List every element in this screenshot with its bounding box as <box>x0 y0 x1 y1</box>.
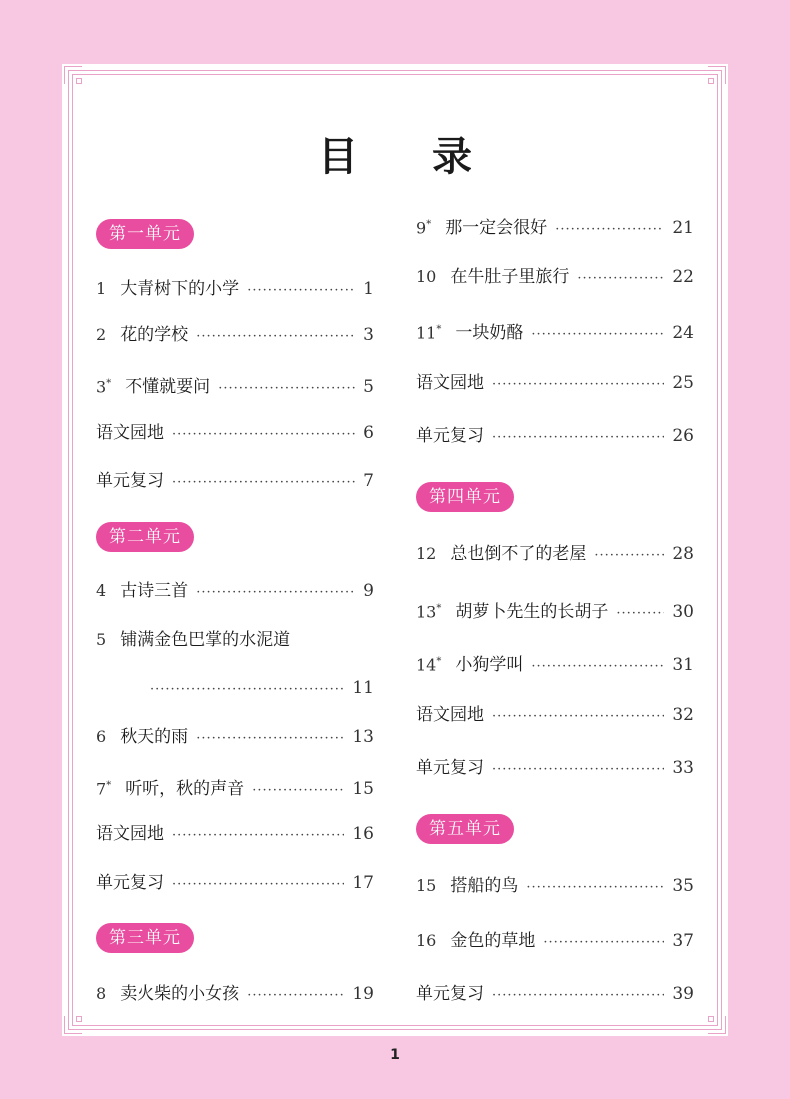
page-reference: 17 <box>352 873 374 893</box>
toc-entry[interactable] <box>416 212 694 238</box>
dot-leader <box>531 322 664 348</box>
toc-entry[interactable] <box>96 322 374 348</box>
toc-entry[interactable] <box>416 702 694 728</box>
optional-lesson-mark: * <box>436 603 442 614</box>
toc-entry[interactable] <box>96 468 374 494</box>
lesson-title: 古诗三首 <box>120 581 189 601</box>
toc-entry[interactable] <box>416 981 694 1007</box>
optional-lesson-mark: * <box>436 656 442 667</box>
lesson-number: 7* <box>96 779 112 799</box>
lesson-title: 一块奶酪 <box>455 323 524 344</box>
optional-lesson-mark: * <box>426 219 432 230</box>
toc-entry[interactable] <box>416 928 694 954</box>
lesson-title: 金色的草地 <box>450 931 536 951</box>
toc-entry[interactable] <box>96 578 374 604</box>
dot-leader <box>577 266 664 292</box>
lesson-title: 语文园地 <box>96 423 164 443</box>
toc-entry[interactable] <box>416 264 694 290</box>
page-reference: 11 <box>352 678 374 698</box>
dot-leader <box>492 372 664 398</box>
page-reference: 30 <box>672 602 694 623</box>
page-reference: 26 <box>672 426 694 446</box>
dot-leader <box>150 677 344 703</box>
page-reference: 13 <box>352 727 374 747</box>
lesson-title: 秋天的雨 <box>120 727 189 747</box>
toc-entry[interactable] <box>96 420 374 446</box>
page-reference: 33 <box>672 758 694 778</box>
page-reference: 3 <box>363 325 374 345</box>
lesson-title: 不懂就要问 <box>125 377 211 398</box>
page-reference: 31 <box>672 655 694 676</box>
page-reference: 28 <box>672 544 694 564</box>
toc-entry[interactable] <box>416 649 694 675</box>
dot-leader <box>172 422 355 448</box>
toc-entry[interactable] <box>96 981 374 1007</box>
page-reference: 1 <box>363 279 374 299</box>
lesson-number: 2 <box>96 325 107 344</box>
lesson-number: 1 <box>96 279 107 298</box>
page-reference: 7 <box>363 471 374 491</box>
corner-square <box>76 78 82 84</box>
lesson-number: 12 <box>416 544 437 563</box>
page-reference: 25 <box>672 373 694 393</box>
dot-leader <box>526 875 664 901</box>
toc-entry[interactable] <box>96 371 374 397</box>
dot-leader <box>252 778 344 804</box>
lesson-number: 14* <box>416 655 442 675</box>
lesson-number: 10 <box>416 267 437 286</box>
toc-entry[interactable] <box>96 724 374 750</box>
page-reference: 21 <box>672 218 694 239</box>
lesson-number: 6 <box>96 727 107 746</box>
dot-leader <box>616 601 664 627</box>
page-reference: 35 <box>672 876 694 896</box>
corner-square <box>708 78 714 84</box>
toc-entry[interactable] <box>416 370 694 396</box>
corner-square <box>76 1016 82 1022</box>
lesson-number: 4 <box>96 581 107 600</box>
dot-leader <box>543 930 664 956</box>
toc-entry[interactable] <box>416 423 694 449</box>
page-reference: 24 <box>672 323 694 344</box>
lesson-number: 15 <box>416 876 437 895</box>
page-reference: 16 <box>352 824 374 844</box>
dot-leader <box>492 757 664 783</box>
dot-leader <box>172 872 344 898</box>
optional-lesson-mark: * <box>106 780 112 791</box>
lesson-number: 5 <box>96 630 107 649</box>
page-reference: 19 <box>352 984 374 1004</box>
toc-entry[interactable] <box>96 276 374 302</box>
lesson-title: 语文园地 <box>416 705 484 725</box>
toc-entry[interactable] <box>416 755 694 781</box>
corner-square <box>708 1016 714 1022</box>
lesson-title: 胡萝卜先生的长胡子 <box>455 602 609 623</box>
lesson-number: 8 <box>96 984 107 1003</box>
toc-entry[interactable] <box>96 870 374 896</box>
lesson-title: 在牛肚子里旅行 <box>450 267 570 287</box>
page-reference: 32 <box>672 705 694 725</box>
lesson-title: 单元复习 <box>96 873 164 893</box>
lesson-title: 单元复习 <box>416 426 484 446</box>
dot-leader <box>196 726 344 752</box>
lesson-title: 铺满金色巴掌的水泥道 <box>120 630 291 650</box>
dot-leader <box>172 470 355 496</box>
page-reference: 15 <box>352 779 374 800</box>
page-reference: 22 <box>672 267 694 287</box>
lesson-title: 听听，秋的声音 <box>125 779 245 800</box>
unit-heading-badge: 第一单元 <box>96 219 194 249</box>
lesson-number: 16 <box>416 931 437 950</box>
page-reference: 6 <box>363 423 374 443</box>
dot-leader <box>196 324 355 350</box>
toc-entry[interactable] <box>96 821 374 847</box>
lesson-title: 总也倒不了的老屋 <box>450 544 587 564</box>
dot-leader <box>172 823 344 849</box>
toc-entry[interactable] <box>142 675 374 701</box>
lesson-number: 11* <box>416 323 442 343</box>
dot-leader <box>247 983 344 1009</box>
page-reference: 37 <box>672 931 694 951</box>
lesson-title: 单元复习 <box>416 758 484 778</box>
dot-leader <box>492 425 664 451</box>
page-reference: 39 <box>672 984 694 1004</box>
optional-lesson-mark: * <box>436 324 442 335</box>
lesson-title: 单元复习 <box>96 471 164 491</box>
lesson-title: 单元复习 <box>416 984 484 1004</box>
unit-heading-badge: 第二单元 <box>96 522 194 552</box>
lesson-number: 13* <box>416 602 442 622</box>
lesson-title: 那一定会很好 <box>445 218 548 239</box>
toc-entry[interactable] <box>96 773 374 799</box>
lesson-number: 3* <box>96 377 112 397</box>
unit-heading-badge: 第五单元 <box>416 814 514 844</box>
dot-leader <box>492 704 664 730</box>
dot-leader <box>492 983 664 1009</box>
unit-heading-badge: 第四单元 <box>416 482 514 512</box>
lesson-title: 搭船的鸟 <box>450 876 519 896</box>
page-title: 目 录 <box>318 133 502 180</box>
lesson-title: 小狗学叫 <box>455 655 524 676</box>
dot-leader <box>555 217 664 243</box>
toc-entry[interactable] <box>416 317 694 343</box>
lesson-number: 9* <box>416 218 432 238</box>
lesson-title: 语文园地 <box>416 373 484 393</box>
page-reference: 9 <box>363 581 374 601</box>
optional-lesson-mark: * <box>106 378 112 389</box>
toc-entry[interactable] <box>416 873 694 899</box>
page-number: 1 <box>390 1047 400 1063</box>
dot-leader <box>218 376 355 402</box>
unit-heading-badge: 第三单元 <box>96 923 194 953</box>
dot-leader <box>196 580 355 606</box>
lesson-title: 花的学校 <box>120 325 189 345</box>
lesson-title: 语文园地 <box>96 824 164 844</box>
toc-entry[interactable] <box>416 596 694 622</box>
toc-entry[interactable] <box>416 541 694 567</box>
toc-entry[interactable] <box>96 627 374 653</box>
dot-leader <box>531 654 664 680</box>
lesson-title: 大青树下的小学 <box>120 279 240 299</box>
lesson-title: 卖火柴的小女孩 <box>120 984 240 1004</box>
page-reference: 5 <box>363 377 374 398</box>
dot-leader <box>247 278 355 304</box>
dot-leader <box>594 543 664 569</box>
